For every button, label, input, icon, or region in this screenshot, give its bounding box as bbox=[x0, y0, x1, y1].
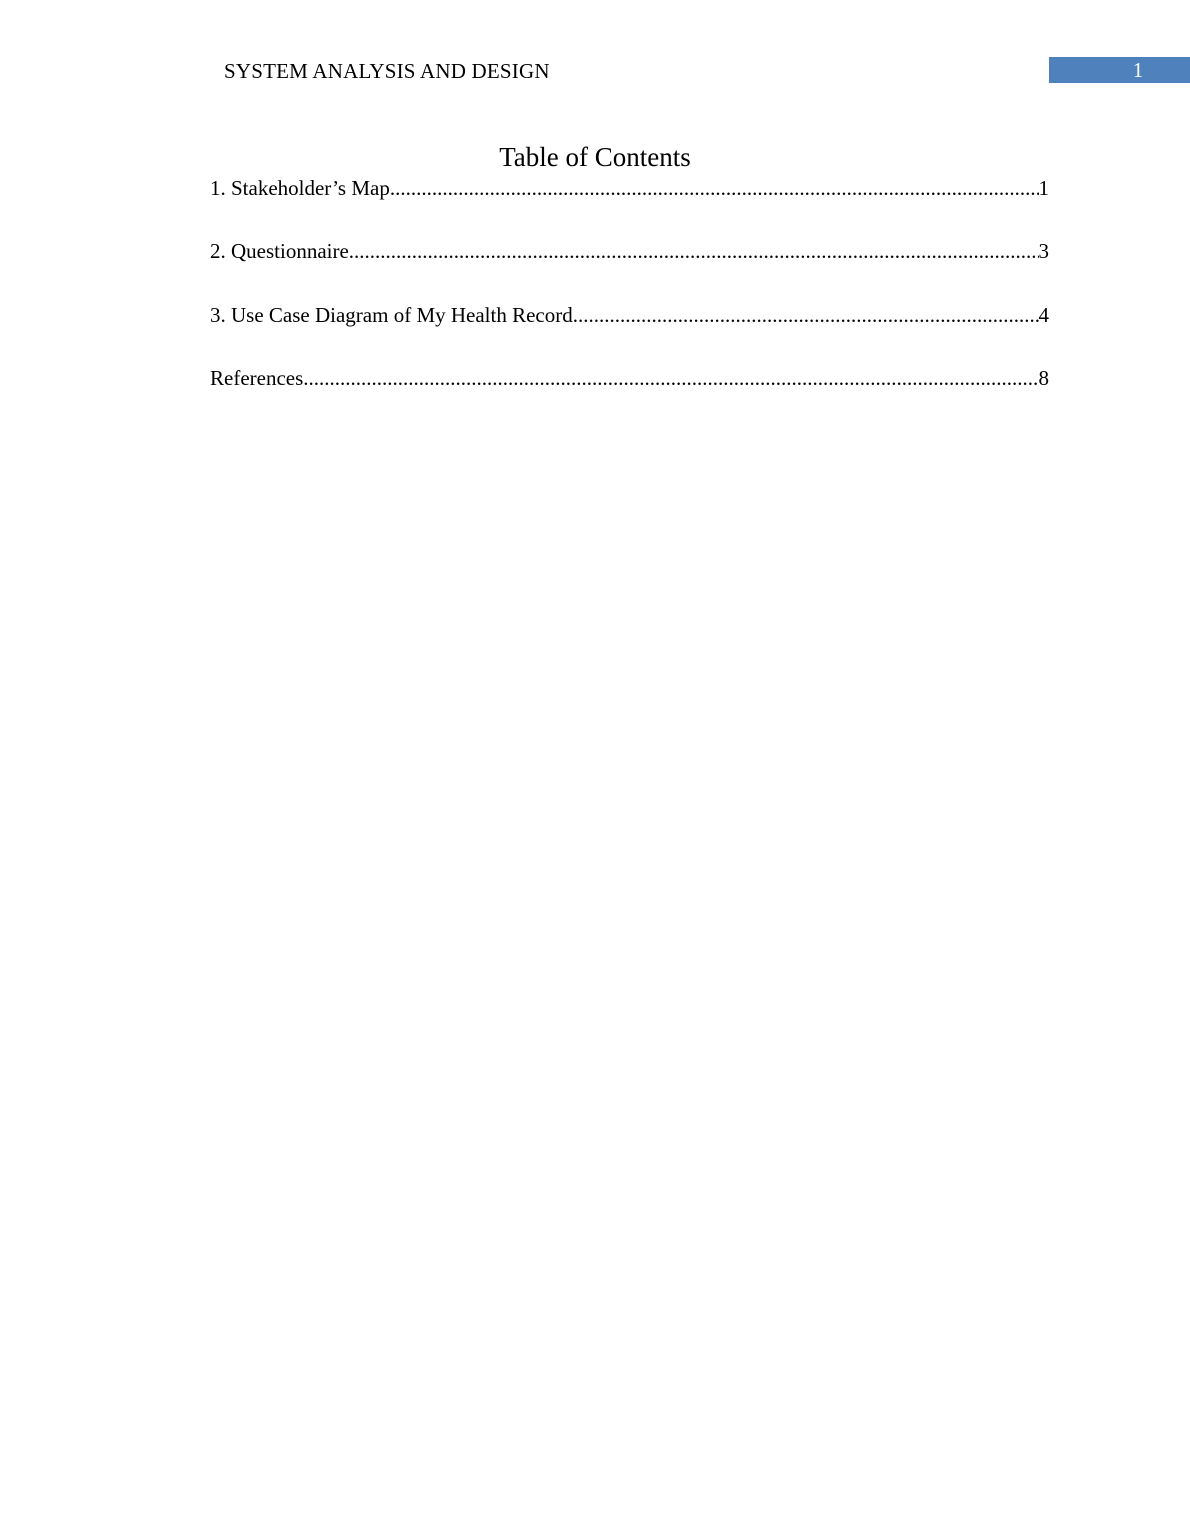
page-number-badge: 1 bbox=[1049, 57, 1190, 83]
toc-entry-stakeholders-map[interactable] bbox=[210, 174, 1049, 202]
toc-entry-label: References bbox=[210, 366, 304, 390]
toc-entry-label: 1. Stakeholder’s Map bbox=[210, 176, 390, 200]
toc-entry-page: 1 bbox=[1038, 176, 1049, 200]
toc-entry-page: 3 bbox=[1038, 239, 1049, 263]
toc-entry-questionnaire[interactable] bbox=[210, 237, 1049, 265]
toc-dot-leader bbox=[390, 174, 1039, 202]
toc-entry-page: 8 bbox=[1038, 366, 1049, 390]
toc-dot-leader bbox=[573, 301, 1039, 329]
toc-entry-page: 4 bbox=[1038, 303, 1049, 327]
toc-entry-references[interactable] bbox=[210, 364, 1049, 392]
toc-dot-leader bbox=[349, 237, 1039, 265]
toc-dot-leader bbox=[303, 364, 1038, 392]
toc-entry-use-case-diagram[interactable] bbox=[210, 301, 1049, 329]
toc-title: Table of Contents bbox=[499, 142, 691, 172]
running-head: SYSTEM ANALYSIS AND DESIGN bbox=[224, 59, 550, 83]
toc-entry-label: 2. Questionnaire bbox=[210, 239, 349, 263]
toc-entry-label: 3. Use Case Diagram of My Health Record bbox=[210, 303, 573, 327]
